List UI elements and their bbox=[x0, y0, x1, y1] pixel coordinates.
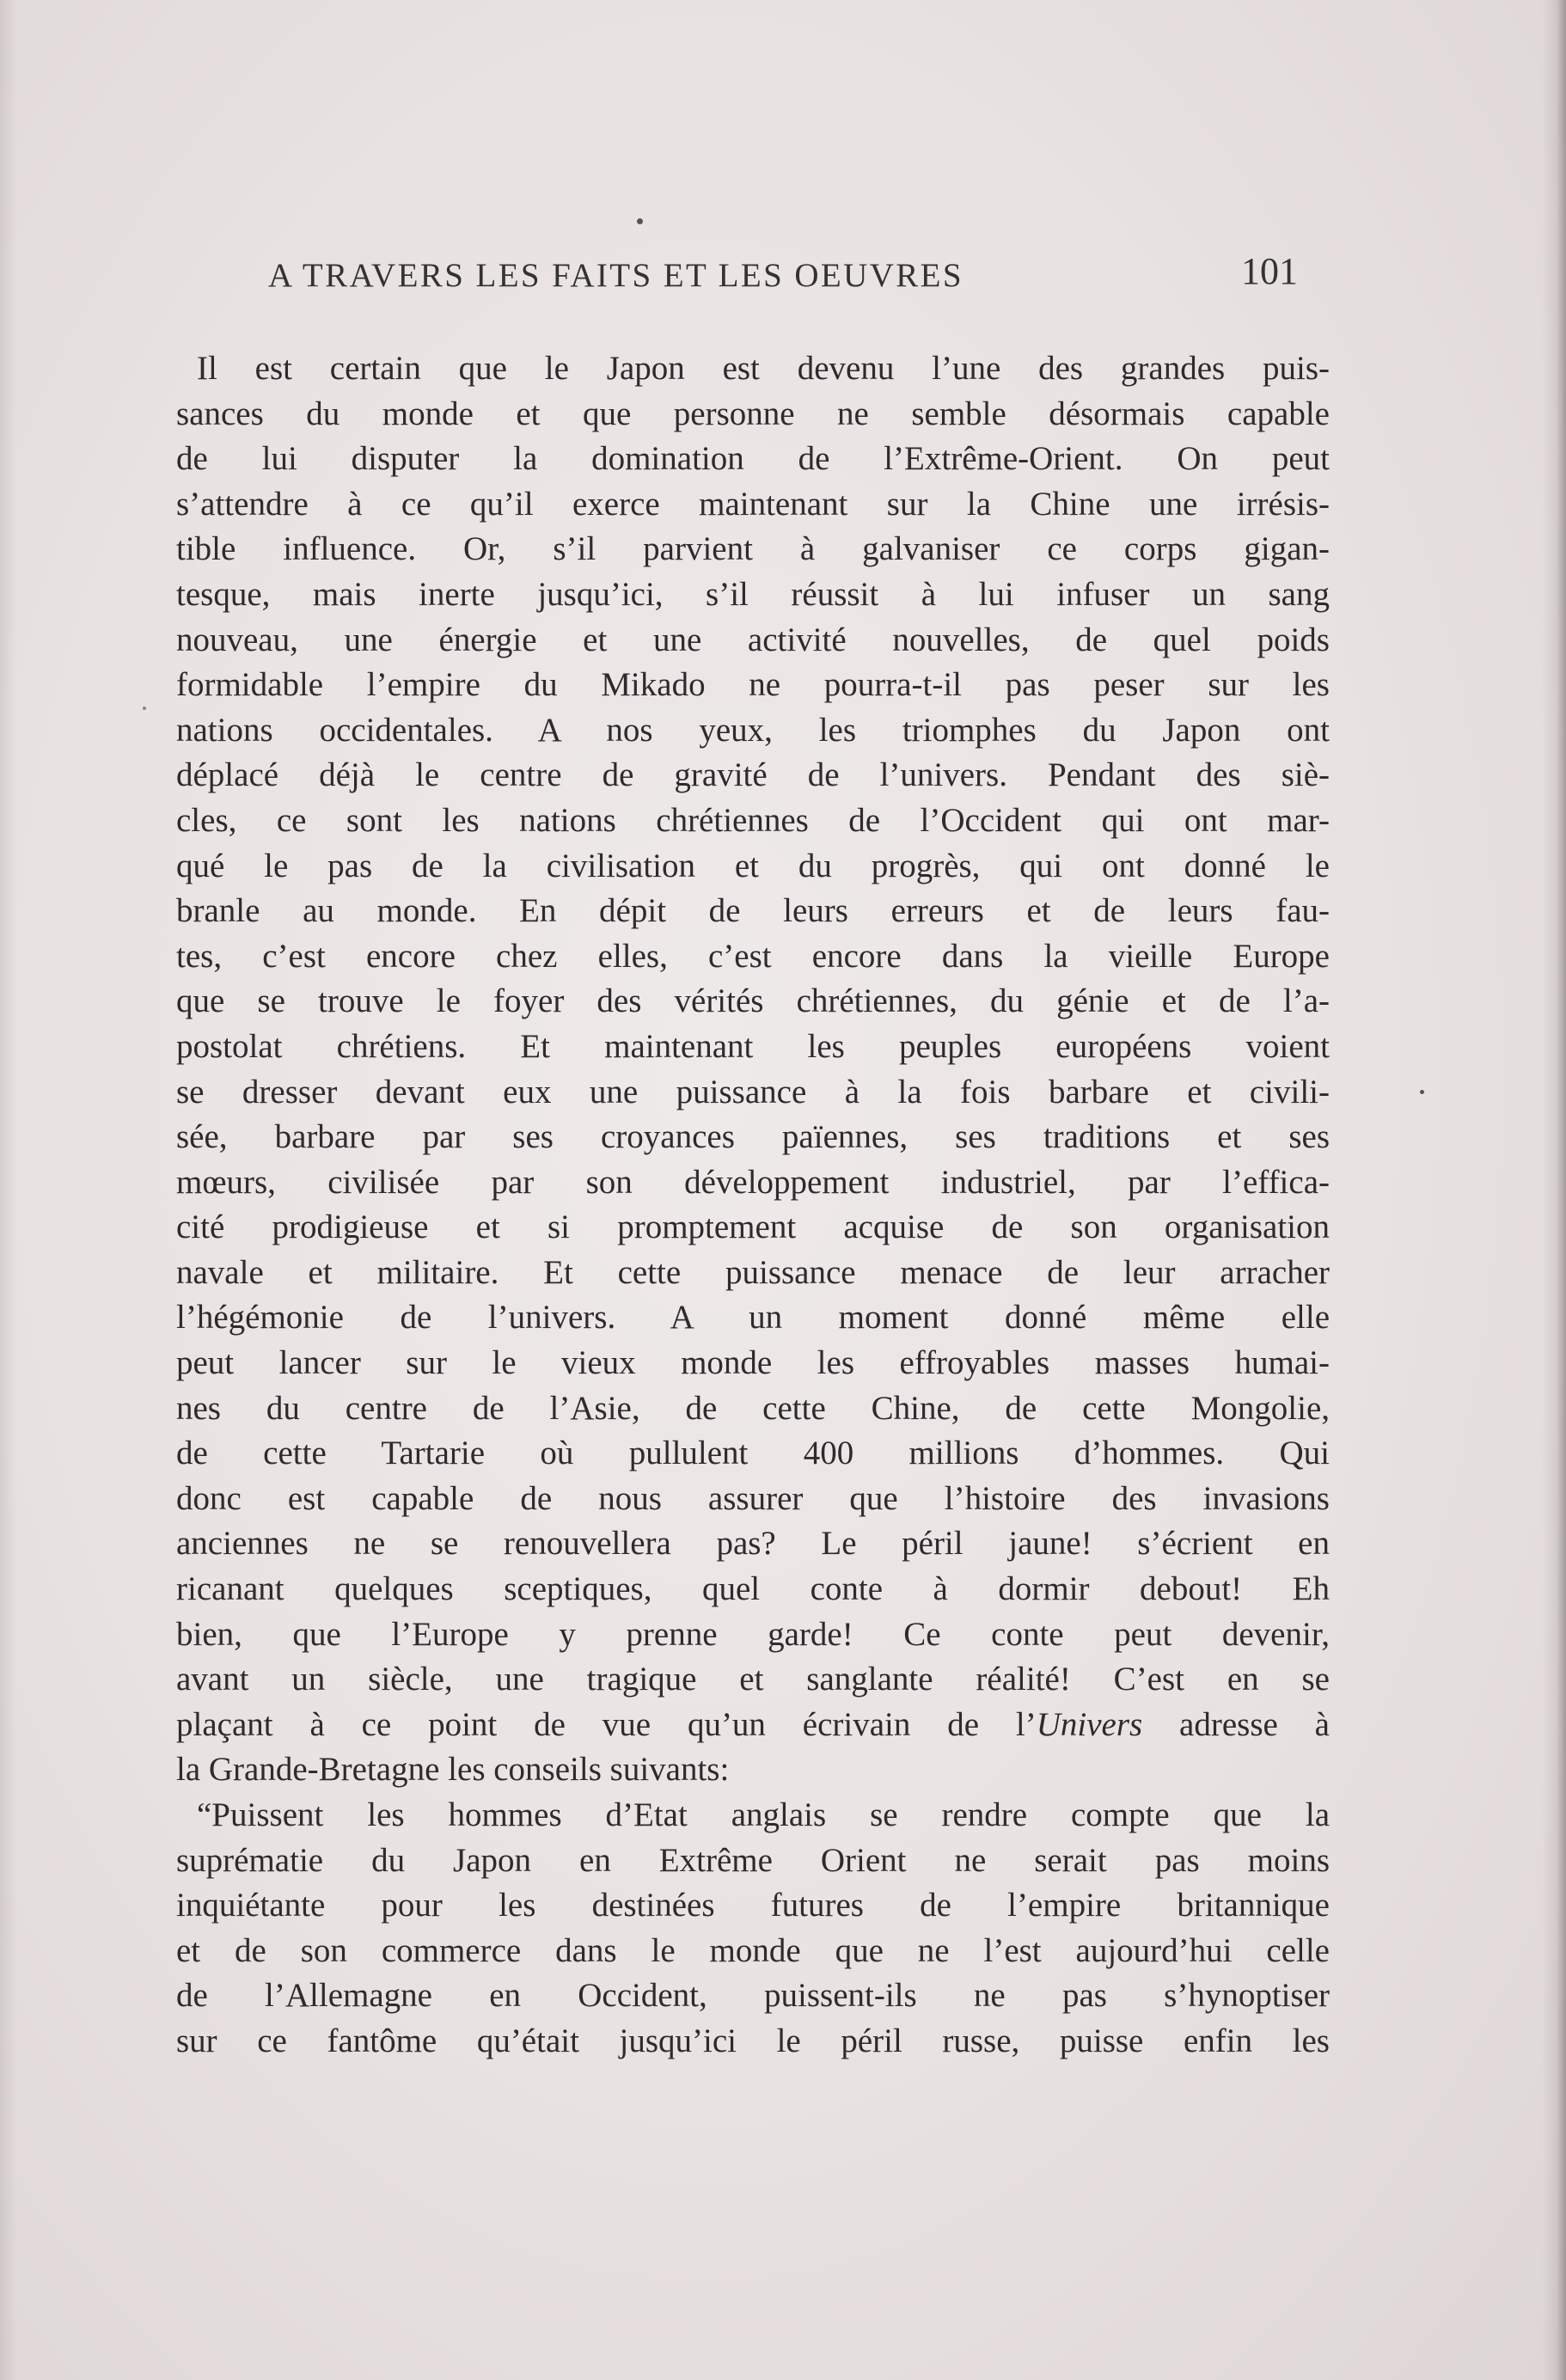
text-line: de cette Tartarie où pullulent 400 millions d’hommes. Qui bbox=[176, 1435, 1330, 1472]
text-line: la Grande-Bretagne les conseils suivants: bbox=[176, 1751, 730, 1789]
text-line: “Puissent les hommes d’Etat anglais se rendre compte que la bbox=[197, 1796, 1330, 1833]
italic-title: Univers bbox=[1036, 1705, 1143, 1743]
text-line: formidable l’empire du Mikado ne pourra-t-il pas peser sur les bbox=[176, 666, 1330, 704]
page-number: 101 bbox=[1241, 250, 1298, 292]
text-line: postolat chrétiens. Et maintenant les peuples européens voient bbox=[176, 1027, 1330, 1065]
text-line: tes, c’est encore chez elles, c’est encore dans la vieille Europe bbox=[176, 937, 1330, 975]
text-line: qué le pas de la civilisation et du progrès, qui ont donné le bbox=[176, 847, 1330, 884]
text-line: avant un siècle, une tragique et sanglante réalité! C’est en se bbox=[176, 1661, 1330, 1698]
text-line: cles, ce sont les nations chrétiennes de l’Occident qui ont mar- bbox=[176, 801, 1330, 839]
text-line: inquiétante pour les destinées futures de l’empire britannique bbox=[176, 1887, 1330, 1924]
text-line: nes du centre de l’Asie, de cette Chine, de cette Mongolie, bbox=[176, 1389, 1330, 1427]
text-segment: adresse à bbox=[1142, 1705, 1330, 1743]
body-text bbox=[176, 346, 1330, 2065]
text-line: ricanant quelques sceptiques, quel conte à dormir debout! Eh bbox=[176, 1570, 1330, 1608]
text-line: sances du monde et que personne ne semble désormais capable bbox=[176, 395, 1330, 432]
text-line: nouveau, une énergie et une activité nouvelles, de quel poids bbox=[176, 621, 1330, 658]
text-line: navale et militaire. Et cette puissance menace de leur arracher bbox=[176, 1253, 1330, 1291]
text-line: tesque, mais inerte jusqu’ici, s’il réussit à lui infuser un sang bbox=[176, 575, 1330, 613]
page-left-edge-shadow bbox=[0, 0, 17, 2380]
text-line: déplacé déjà le centre de gravité de l’univers. Pendant des siè- bbox=[176, 756, 1330, 794]
text-line: sée, barbare par ses croyances païennes, ses traditions et ses bbox=[176, 1118, 1330, 1156]
text-line: mœurs, civilisée par son développement industriel, par l’effica- bbox=[176, 1163, 1330, 1201]
text-line: et de son commerce dans le monde que ne l’est aujourd’hui celle bbox=[176, 1931, 1330, 1969]
page-right-edge-shadow bbox=[1542, 0, 1566, 2380]
text-line: suprématie du Japon en Extrême Orient ne serait pas moins bbox=[176, 1841, 1330, 1879]
text-line: branle au monde. En dépit de leurs erreurs et de leurs fau- bbox=[176, 892, 1330, 930]
text-line: que se trouve le foyer des vérités chrétiennes, du génie et de l’a- bbox=[176, 982, 1330, 1020]
paragraph-1 bbox=[176, 346, 1330, 1793]
text-line: donc est capable de nous assurer que l’histoire des invasions bbox=[176, 1479, 1330, 1517]
text-line-with-italic bbox=[176, 1703, 1330, 1748]
paragraph-2 bbox=[176, 1793, 1330, 2065]
text-line: sur ce fantôme qu’était jusqu’ici le péril russe, puisse enfin les bbox=[176, 2022, 1330, 2059]
text-line: anciennes ne se renouvellera pas? Le péril jaune! s’écrient en bbox=[176, 1525, 1330, 1563]
text-line: cité prodigieuse et si promptement acquise de son organisation bbox=[176, 1208, 1330, 1246]
ink-speck bbox=[143, 707, 146, 710]
ink-speck bbox=[637, 218, 643, 224]
text-line: de l’Allemagne en Occident, puissent-ils ne pas s’hynoptiser bbox=[176, 1977, 1330, 2015]
text-line: bien, que l’Europe y prenne garde! Ce conte peut devenir, bbox=[176, 1615, 1330, 1653]
text-line: de lui disputer la domination de l’Extrême-Orient. On peut bbox=[176, 440, 1330, 478]
text-line: l’hégémonie de l’univers. A un moment donné même elle bbox=[176, 1299, 1330, 1337]
ink-speck bbox=[1420, 1090, 1424, 1094]
running-head bbox=[268, 249, 1308, 301]
text-line: peut lancer sur le vieux monde les effroyables masses humai- bbox=[176, 1344, 1330, 1382]
text-line: Il est certain que le Japon est devenu l’une des grandes puis- bbox=[197, 350, 1330, 387]
text-segment: plaçant à ce point de vue qu’un écrivain de l’ bbox=[176, 1705, 1037, 1743]
text-line: s’attendre à ce qu’il exerce maintenant sur la Chine une irrésis- bbox=[176, 485, 1330, 523]
text-line: tible influence. Or, s’il parvient à galvaniser ce corps gigan- bbox=[176, 530, 1330, 568]
text-line: nations occidentales. A nos yeux, les triomphes du Japon ont bbox=[176, 711, 1330, 749]
running-head-title: A TRAVERS LES FAITS ET LES OEUVRES bbox=[268, 257, 963, 294]
text-line: se dresser devant eux une puissance à la fois barbare et civili- bbox=[176, 1073, 1330, 1110]
